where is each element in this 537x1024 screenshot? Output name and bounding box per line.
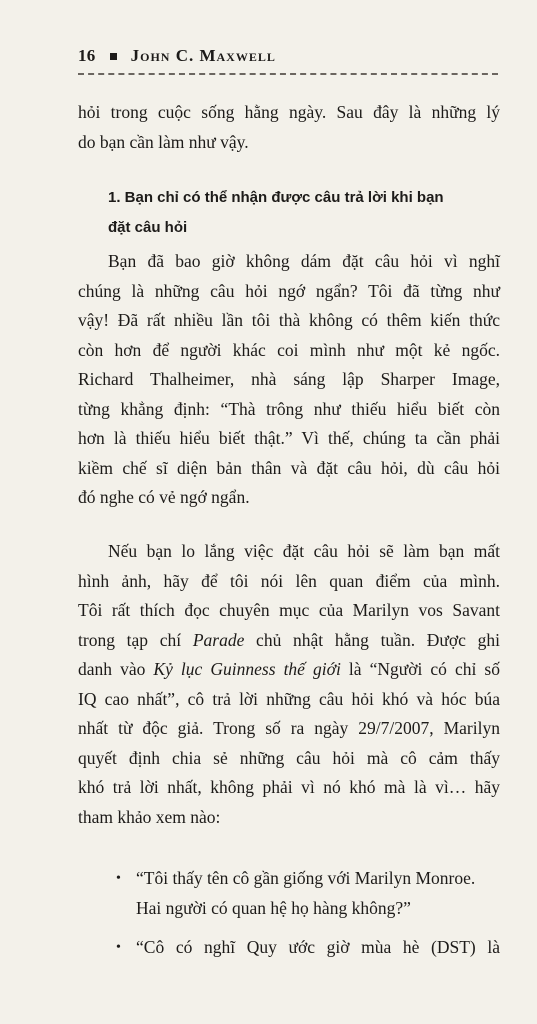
- text-line: tham khảo xem nào:: [78, 806, 221, 827]
- text-line: từng khẳng định: “Thà trông như thiếu hiểu biết còn: [78, 398, 500, 419]
- text-line: [78, 626, 500, 656]
- list-item-text: [136, 864, 500, 923]
- text-line: quyết định chia sẻ những câu hỏi mà cô cảm thấy: [78, 747, 500, 768]
- text-line: hình ảnh, hãy để tôi nói lên quan điểm của mình.: [78, 570, 500, 591]
- header-dashed-rule: [78, 73, 498, 75]
- paragraph-intro: [78, 98, 500, 157]
- text-fragment: trong tạp chí: [78, 629, 193, 650]
- text-line: còn hơn để người khác coi mình như một kẻ ngốc.: [78, 339, 500, 360]
- text-line: Nếu bạn lo lắng việc đặt câu hỏi sẽ làm bạn mất: [108, 541, 500, 561]
- list-item: [116, 864, 500, 923]
- text-line: do bạn cần làm như vậy.: [78, 131, 249, 152]
- text-line: “Cô có nghĩ Quy ước giờ mùa hè (DST) là: [136, 937, 500, 957]
- text-line: [78, 655, 500, 685]
- text-line: Richard Thalheimer, nhà sáng lập Sharper Image,: [78, 369, 500, 389]
- text-line: khó trả lời nhất, không phải vì nó khó mà là vì… hãy: [78, 777, 500, 797]
- text-line: vậy! Đã rất nhiều lần tôi thà không có thêm kiến thức: [78, 310, 500, 330]
- text-line: “Tôi thấy tên cô gần giống với Marilyn Monroe.: [136, 868, 476, 888]
- paragraph-3: [78, 537, 500, 832]
- text-fragment: là “Người có chỉ số: [340, 659, 500, 679]
- author-name: John C. Maxwell: [130, 46, 276, 65]
- text-fragment: chủ nhật hằng tuần. Được ghi: [244, 629, 500, 650]
- text-fragment: danh vào: [78, 659, 154, 679]
- book-title: Kỷ lục Guinness thế giới: [153, 659, 341, 679]
- magazine-title: Parade: [192, 629, 245, 650]
- text-line: IQ cao nhất”, cô trả lời những câu hỏi khó và hóc búa: [78, 688, 500, 709]
- text-line: Hai người có quan hệ họ hàng không?”: [136, 897, 411, 918]
- section-heading: [108, 183, 488, 243]
- bullet-list: [116, 864, 500, 973]
- text-line: kiềm chế sĩ diện bản thân và đặt câu hỏi, dù câu hỏi: [78, 457, 500, 478]
- text-line: Bạn đã bao giờ không dám đặt câu hỏi vì nghĩ: [108, 251, 500, 271]
- bullet-icon: •: [116, 871, 121, 886]
- list-item-text: [136, 933, 500, 963]
- list-item: [116, 933, 500, 963]
- page-number: 16: [78, 46, 96, 65]
- text-line: chúng là những câu hỏi ngớ ngẩn? Tôi đã từng như: [78, 280, 500, 301]
- text-line: đó nghe có vẻ ngớ ngẩn.: [78, 487, 250, 507]
- paragraph-2: [78, 247, 500, 513]
- text-line: hơn là thiếu hiểu biết thật.” Vì thế, chúng ta cần phải: [78, 428, 500, 448]
- text-line: Tôi rất thích đọc chuyên mục của Marilyn vos Savant: [78, 600, 500, 620]
- heading-line: 1. Bạn chỉ có thể nhận được câu trả lời khi bạn: [108, 189, 444, 206]
- text-line: nhất từ độc giả. Trong số ra ngày 29/7/2007, Marilyn: [78, 718, 500, 738]
- text-line: hỏi trong cuộc sống hằng ngày. Sau đây là những lý: [78, 102, 500, 122]
- heading-line: đặt câu hỏi: [108, 219, 188, 236]
- running-header: [78, 46, 276, 66]
- bullet-icon: •: [116, 940, 121, 955]
- header-separator-square: [110, 53, 117, 60]
